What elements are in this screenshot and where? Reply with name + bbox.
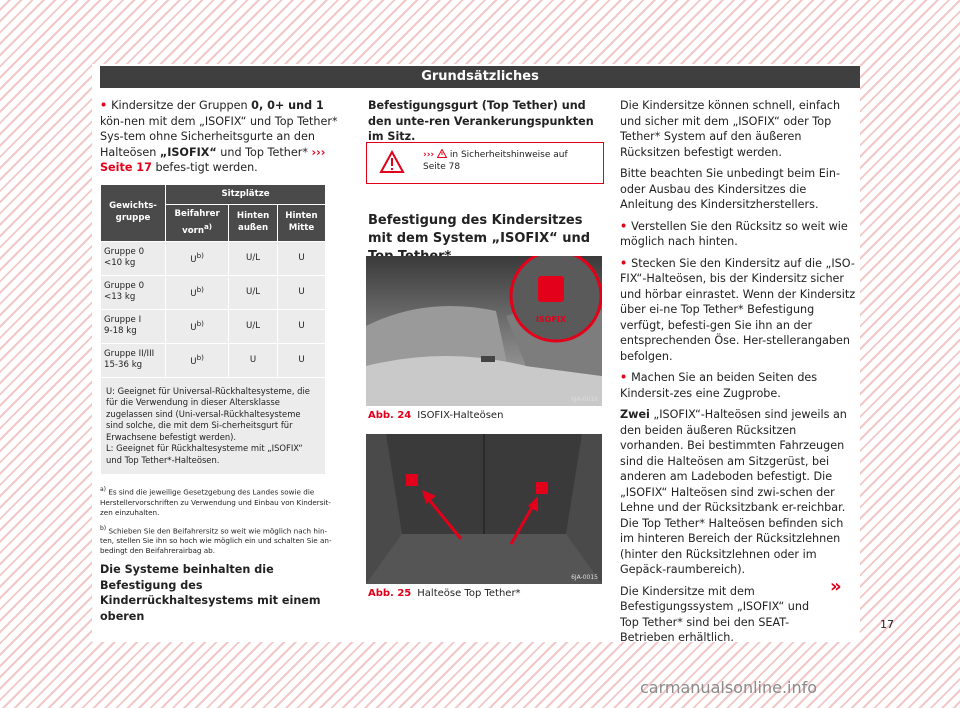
figure-caption: Abb. 25 Halteöse Top Tether*: [368, 588, 521, 599]
top-tether-illustration: [366, 434, 602, 584]
figure-caption: Abb. 24 ISOFIX-Halteösen: [368, 410, 504, 421]
left-column: [100, 98, 340, 630]
footnote-a: $^{a)}$ Es sind die jeweilige Gesetzgebung des Landes sowie die Herstellervorschriften zu Verwendung und Einbau von Kindersit-zen einzuhalten.: [100, 486, 331, 517]
isofix-label: ISOFIX: [535, 315, 567, 324]
section-title: Befestigung des Kindersitzes mit dem System „ISOFIX“ und: [368, 212, 598, 274]
isofix-illustration: [366, 256, 602, 406]
paragraph: Die Kindersitze können schnell, einfach und sicher mit dem „ISOFIX“ oder Top Tether* System auf den äußeren Rücksitzen befestigt werden.: [620, 99, 841, 159]
child-seat-table: [100, 184, 326, 476]
watermark: carmanualsonline.info: [640, 678, 818, 697]
figure-code: 6JA-0016: [571, 396, 598, 403]
paragraph: Zwei „ISOFIX“-Halteösen sind jeweils an den beiden äußeren Rücksitzen vorhanden. Bei bestimmten Fahrzeugen sind die Halteösen am Sitzgerüst, bei anderen am Ladeboden befestigt. Die „ISOFIX“ Halteösen sind zwi-schen der Lehne und der Rücksitzbank er-reichbar. Die Top Tether* Halteösen befinden sich im hinteren Bereich der Rücksitzlehnen (hinter den Rücksitzlehnen oder im Gepäck-raumbereich).: [620, 408, 847, 576]
systems-paragraph: Die Systeme beinhalten die Befestigung des Kinderrückhaltesystems mit einem oberen: [100, 563, 321, 623]
page-header: Grundsätzliches: [100, 66, 860, 88]
column-header-group: Gewichts-gruppe: [101, 184, 166, 241]
tether-paragraph: Befestigungsgurt (Top Tether) und den unte-ren Verankerungspunkten im Sitz.: [368, 99, 594, 143]
intro-paragraph: • Kindersitze der Gruppen 0, 0+ und 1 kön-nen mit dem „ISOFIX“ und Top Tether* Sys-tem ohne Sicherheitsgurte an den Halteösen „ISOFIX“ und Top Tether* ››› Seite 17 befes-tigt werden.: [100, 98, 340, 176]
bullet-item: • Machen Sie an beiden Seiten des Kindersit-zes eine Zugprobe.: [620, 370, 856, 401]
column-header-seats: Sitzplätze: [166, 184, 326, 205]
legend-u: U: Geeignet für Universal-Rückhaltesysteme, die für die Verwendung in dieser Altersklasse zugelassen sind (Uni-versal-Rückhaltesysteme sind solche, die mit dem Si-cherheitsgurt für Erwachsene befestigt werden).: [106, 385, 310, 442]
footnote-b: $^{b)}$ Schieben Sie den Beifahrersitz so weit wie möglich nach hin-ten, stellen Sie ihn so hoch wie möglich ein und schalten Sie an-bedingt den Beifahrerairbag ab.: [100, 524, 332, 556]
top-tether-photo: [366, 434, 602, 584]
table-legend-row: [101, 377, 326, 475]
warning-box: [366, 142, 604, 184]
continue-arrow-icon: »: [830, 576, 842, 597]
figure-code: 6JA-0015: [571, 574, 598, 581]
table-row: Gruppe II/III 15-36 kg $U^{b)}$ U U: [101, 343, 326, 377]
figure-25: [366, 434, 602, 604]
page-reference-link[interactable]: ››› Seite 17: [100, 145, 326, 174]
column-header-front-passenger: Beifahrer vorn$^{a)}$: [166, 205, 229, 242]
warning-text[interactable]: ››› in Sicherheitshinweise auf Seite 78: [423, 150, 568, 172]
figure-24: [366, 256, 602, 426]
paragraph: Bitte beachten Sie unbedingt beim Ein- oder Ausbau des Kindersitzes die Anleitung des Kindersitzherstellers.: [620, 167, 841, 211]
bullet-item: • Verstellen Sie den Rücksitz so weit wie möglich nach hinten.: [620, 219, 856, 250]
table-row: Gruppe 0 <13 kg $U^{b)}$ U/L U: [101, 275, 326, 309]
column-header-rear-outer: Hinten außen: [229, 205, 278, 242]
warning-triangle-icon: [379, 150, 405, 174]
right-column: [620, 98, 856, 652]
table-row: Gruppe 0 <10 kg $U^{b)}$ U/L U: [101, 241, 326, 275]
isofix-photo: [366, 256, 602, 406]
warning-small-icon: [437, 149, 447, 158]
bullet-item: • Stecken Sie den Kindersitz auf die „ISO-FIX“-Halteösen, bis der Kindersitz sicher und hörbar einrastet. Wenn der Kindersitz über ei-ne Top Tether* Befestigung verfügt, befesti-gen Sie ihn an der entsprechenden Öse. Her-stellerangaben befolgen.: [620, 256, 856, 365]
page-number: 17: [880, 618, 894, 631]
table-row: Gruppe I 9-18 kg $U^{b)}$ U/L U: [101, 309, 326, 343]
paragraph: Die Kindersitze mit dem Befestigungssystem „ISOFIX“ und Top Tether* sind bei den SEAT-Betrieben erhältlich.: [620, 584, 810, 644]
column-header-rear-center: Hinten Mitte: [277, 205, 325, 242]
legend-l: L: Geeignet für Rückhaltesysteme mit „ISOFIX“ und Top Tether*-Halteösen.: [106, 443, 303, 465]
